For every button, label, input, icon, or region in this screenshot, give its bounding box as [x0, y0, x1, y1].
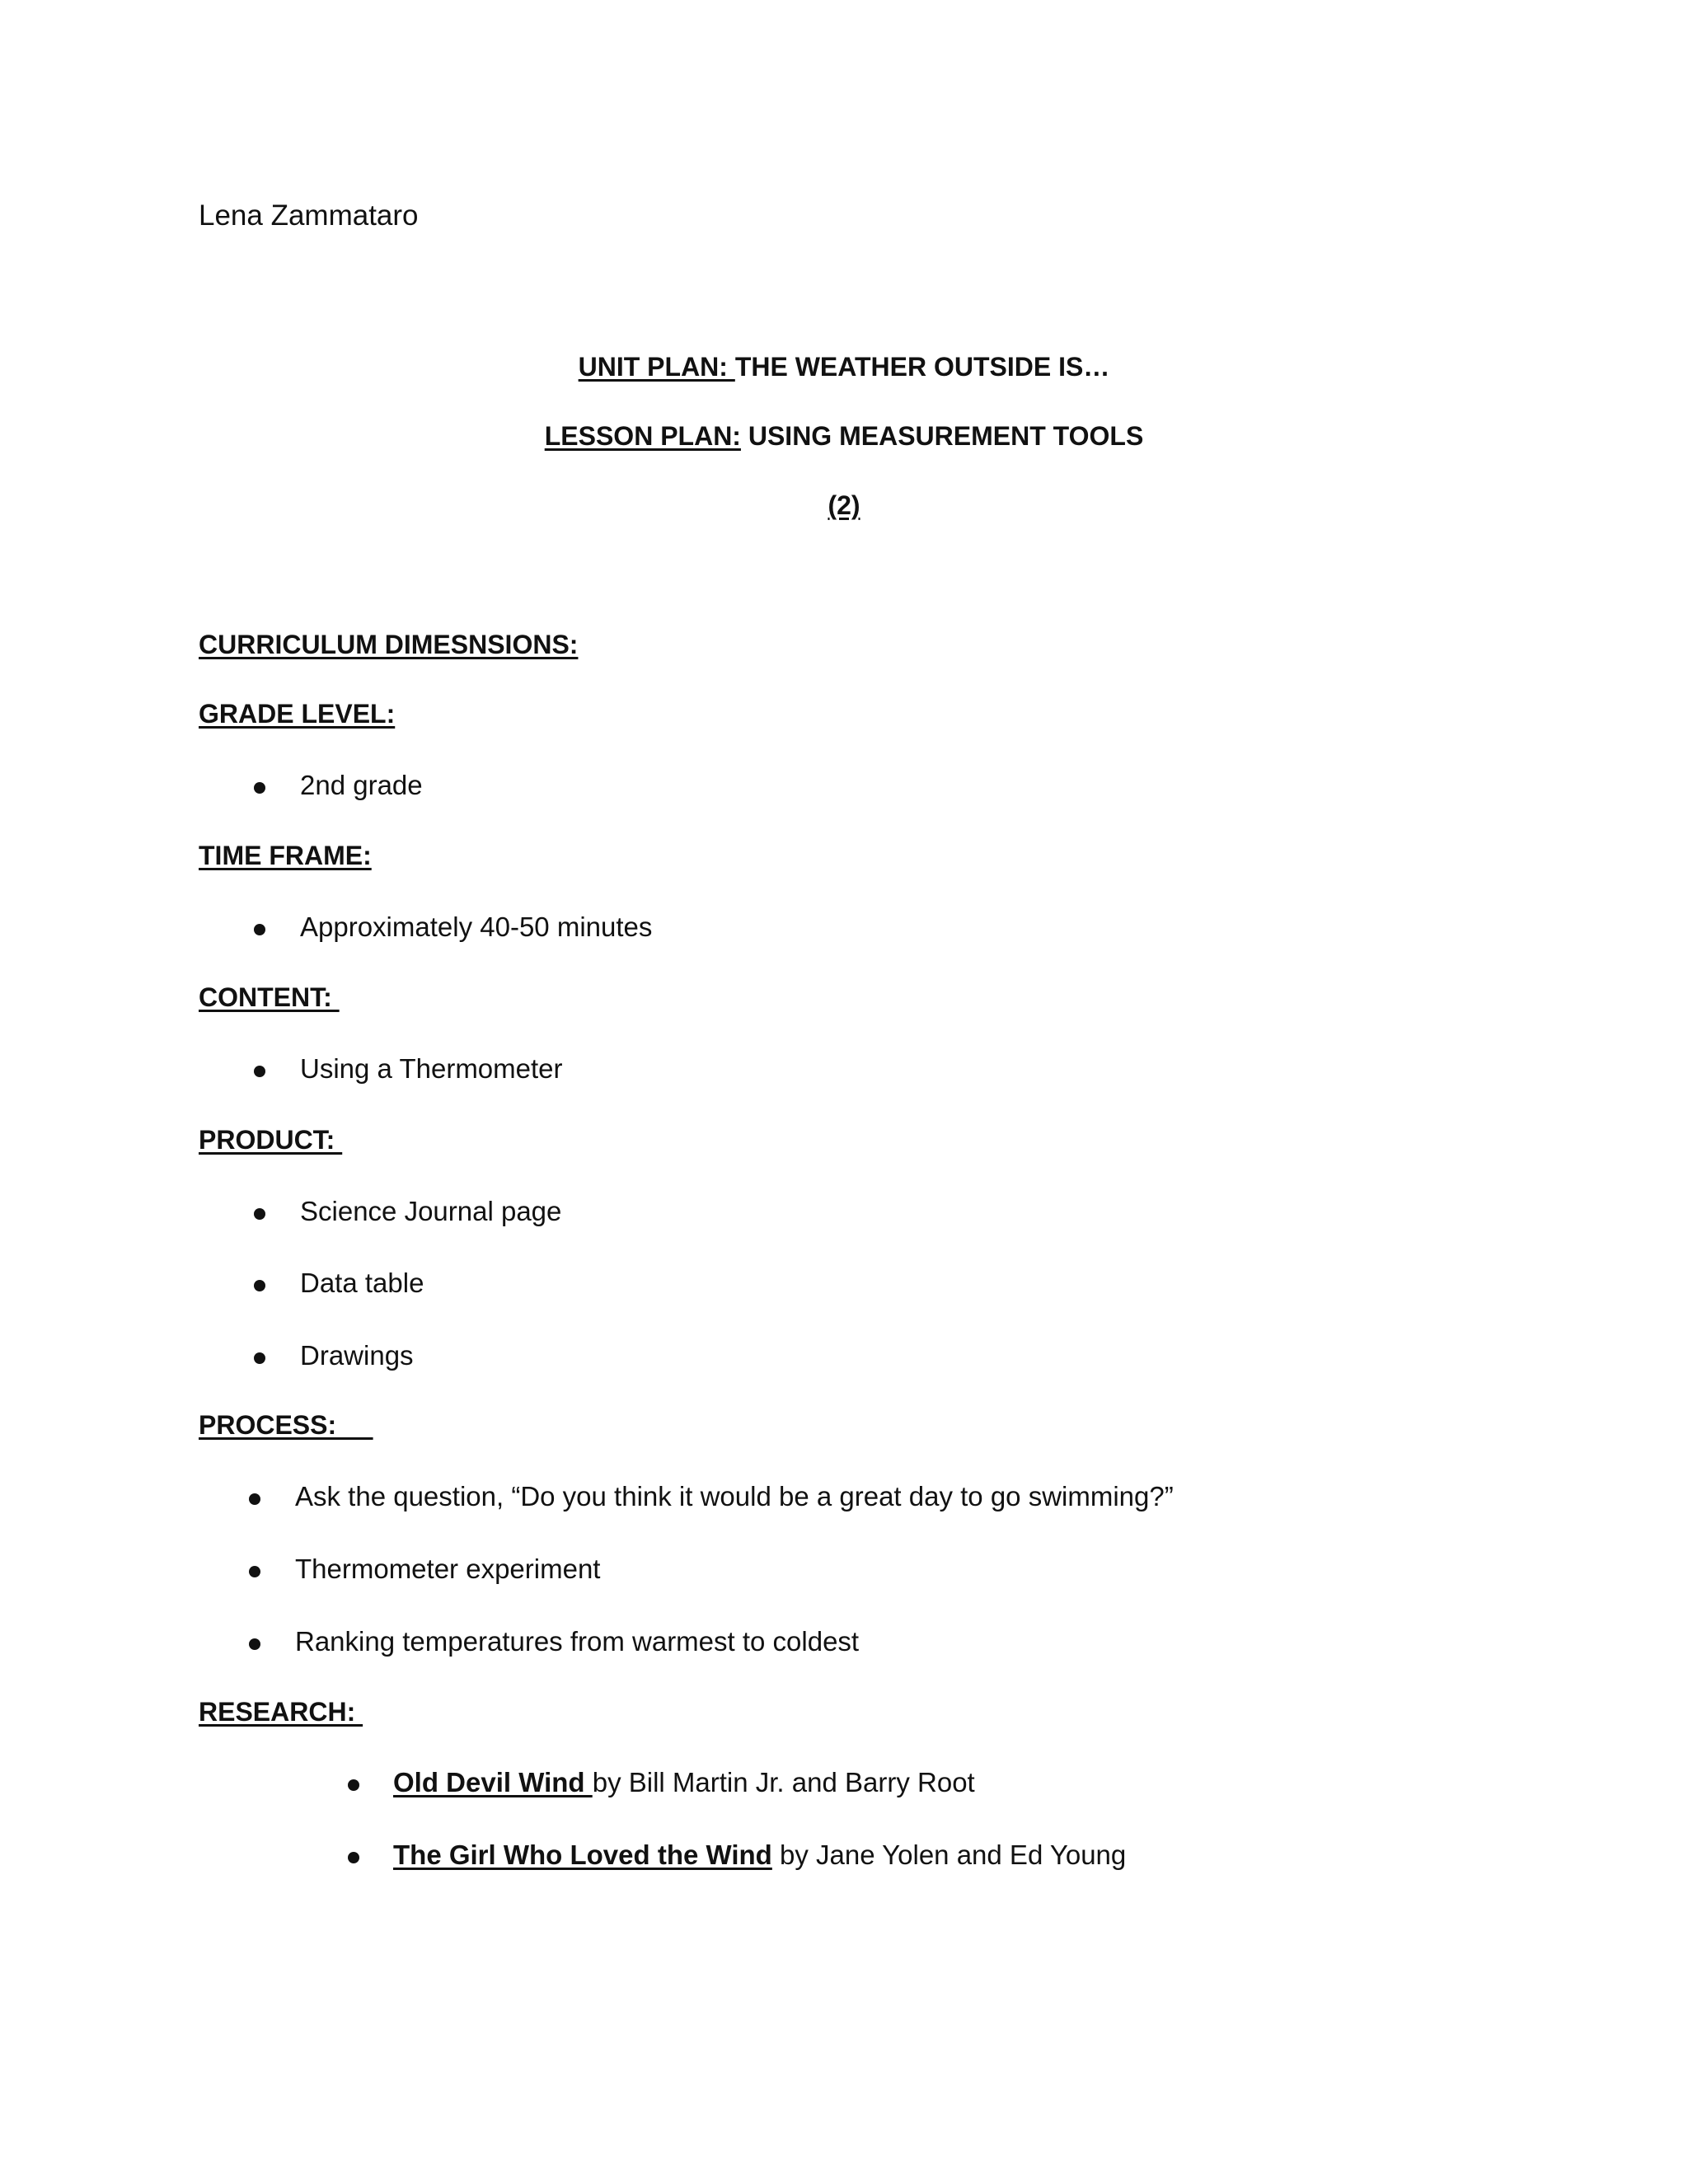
- bullet-icon: [254, 1066, 265, 1077]
- unit-plan-label: UNIT PLAN:: [578, 352, 735, 382]
- list-item-text: Ranking temperatures from warmest to coldest: [295, 1626, 860, 1657]
- list-item-text: Data table: [300, 1268, 424, 1298]
- list-item-text: [393, 1840, 1126, 1871]
- grade-level-heading: GRADE LEVEL:: [199, 699, 396, 729]
- lesson-number-text: (2): [828, 490, 860, 520]
- time-frame-heading: TIME FRAME:: [199, 841, 372, 870]
- list-item-text: Ask the question, “Do you think it would be a great day to go swimming?”: [295, 1481, 1174, 1511]
- book-authors: by Jane Yolen and Ed Young: [771, 1840, 1127, 1870]
- content-heading: CONTENT:: [199, 982, 340, 1012]
- list-item-text: Drawings: [300, 1340, 414, 1371]
- bullet-icon: [249, 1566, 260, 1577]
- list-item-text: Thermometer experiment: [295, 1554, 601, 1584]
- bullet-icon: [348, 1852, 359, 1863]
- bullet-icon: [254, 782, 265, 794]
- book-authors: by Bill Martin Jr. and Barry Root: [592, 1767, 975, 1797]
- list-item-text: [393, 1767, 975, 1798]
- unit-plan-title: [0, 352, 1688, 382]
- curriculum-heading: CURRICULUM DIMESNSIONS:: [199, 630, 579, 659]
- list-item-text: Science Journal page: [300, 1196, 562, 1226]
- bullet-icon: [249, 1638, 260, 1650]
- product-heading: PRODUCT:: [199, 1125, 343, 1155]
- book-title: Old Devil Wind: [393, 1767, 593, 1797]
- bullet-icon: [249, 1493, 260, 1505]
- unit-plan-value: THE WEATHER OUTSIDE IS…: [734, 352, 1110, 382]
- bullet-icon: [348, 1779, 359, 1791]
- lesson-plan-label: LESSON PLAN:: [544, 421, 741, 451]
- process-heading: PROCESS:: [199, 1410, 373, 1440]
- lesson-number: [0, 490, 1688, 521]
- list-item-text: Using a Thermometer: [300, 1053, 563, 1084]
- bullet-icon: [254, 1280, 265, 1291]
- bullet-icon: [254, 1352, 265, 1364]
- book-title: The Girl Who Loved the Wind: [393, 1840, 772, 1870]
- lesson-plan-title: [0, 421, 1688, 452]
- list-item-text: Approximately 40-50 minutes: [300, 912, 653, 942]
- author-name: Lena Zammataro: [199, 199, 419, 232]
- lesson-plan-value: USING MEASUREMENT TOOLS: [740, 421, 1144, 451]
- bullet-icon: [254, 924, 265, 935]
- bullet-icon: [254, 1208, 265, 1220]
- research-heading: RESEARCH:: [199, 1697, 363, 1727]
- list-item-text: 2nd grade: [300, 770, 423, 800]
